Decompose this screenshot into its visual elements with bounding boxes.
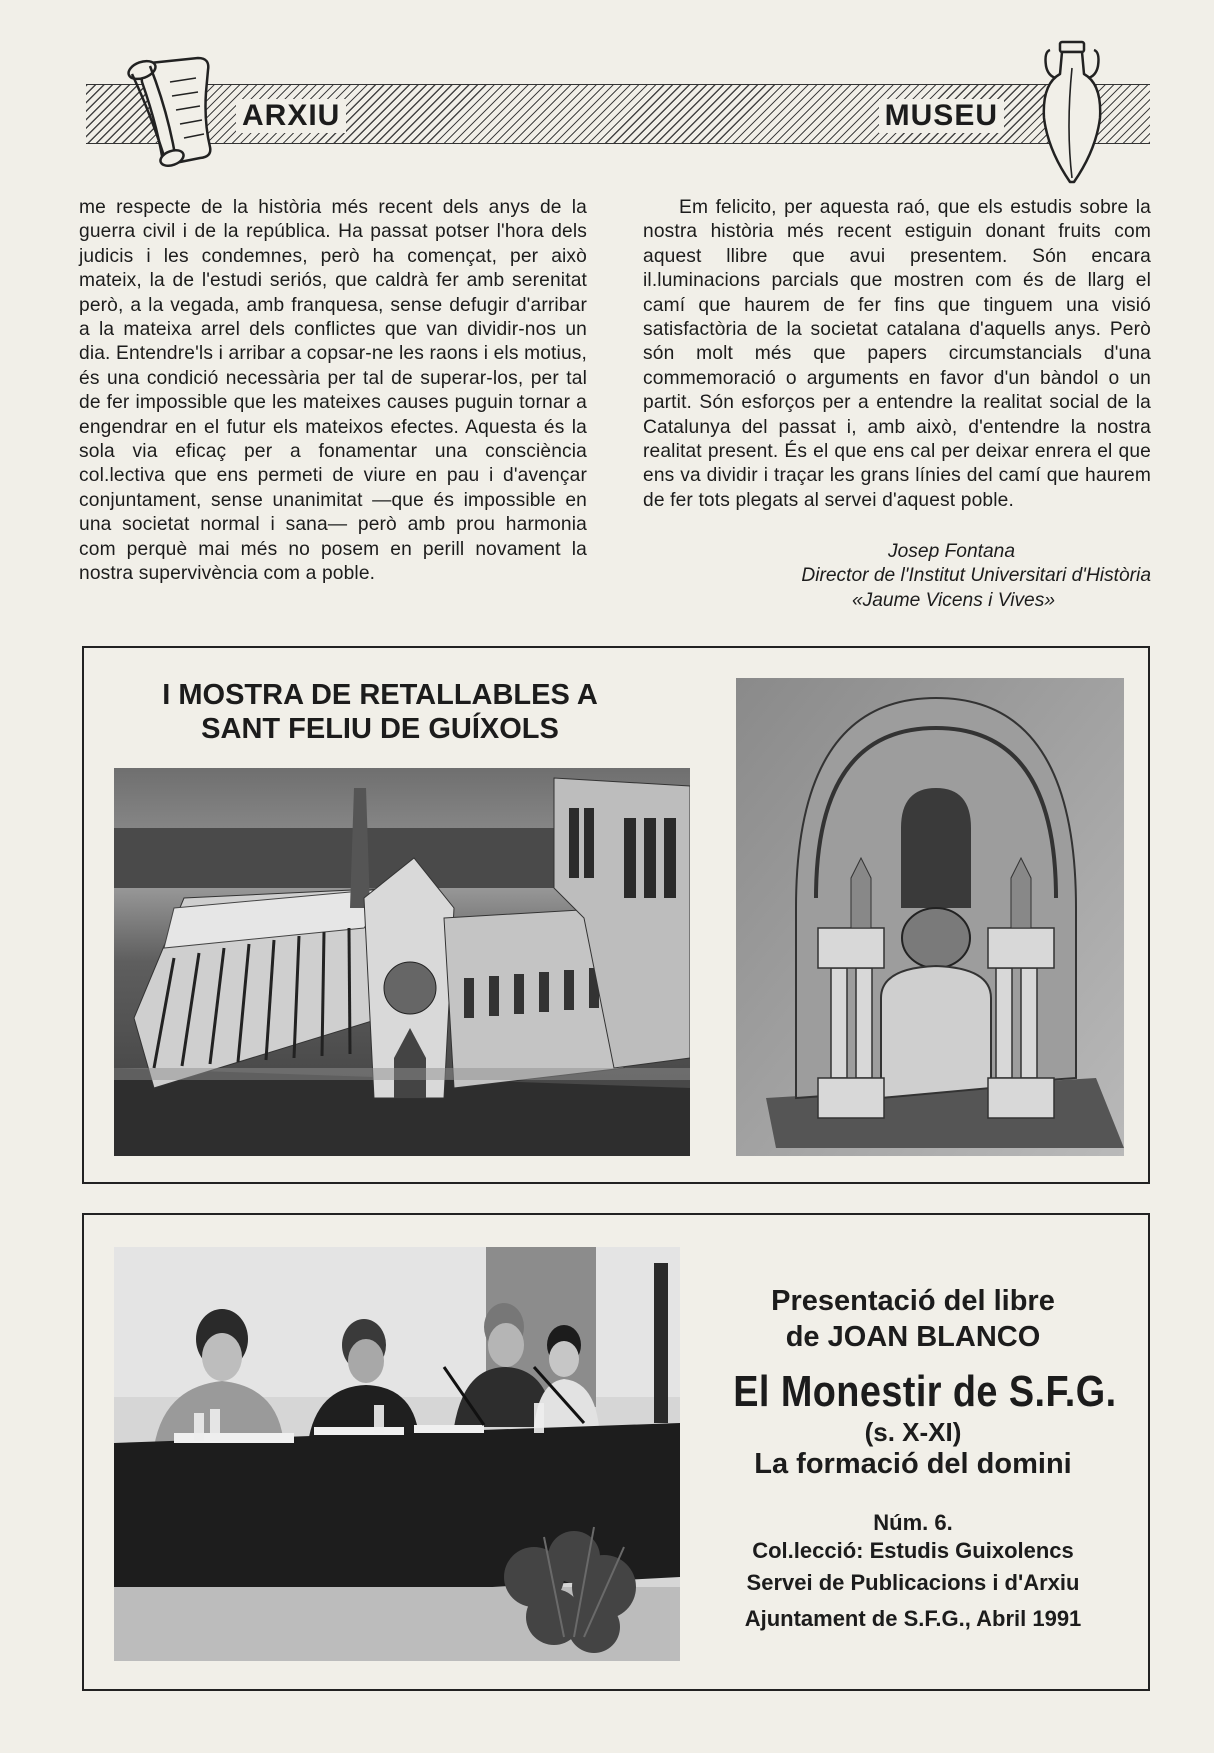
book-centuries: (s. X-XI) (864, 1417, 962, 1447)
book-title: El Monestir de S.F.G. (733, 1367, 1117, 1416)
presentation-panel-photo (114, 1247, 680, 1661)
scroll-icon (110, 52, 220, 167)
article-text-right-column (643, 196, 1151, 513)
signature-name: Josep Fontana (888, 541, 1015, 562)
amphora-icon (1036, 38, 1108, 188)
cathedral-model-photo (114, 768, 690, 1156)
article-text-left-column (79, 196, 587, 587)
book-subtitle: La formació del domini (754, 1448, 1072, 1480)
book-council-date: Ajuntament de S.F.G., Abril 1991 (744, 1606, 1082, 1631)
section-header-band (86, 84, 1150, 144)
mostra-title (114, 678, 646, 746)
book-presentation-text (704, 1283, 1122, 1637)
book-presentation-box (82, 1213, 1150, 1691)
book-collection: Col.lecció: Estudis Guixolencs (752, 1538, 1074, 1563)
article-paragraph-left: me respecte de la història més recent dels anys de la guerra civil i de la república. Ha passat potser l'hora dels judicis i les condemnes, però ha començat, per això mateix, la de l'estudi seriós, que caldrà fer amb serenitat però, a la vegada, amb franquesa, sense defugir d'arribar a la mateixa arrel dels conflictes que van dividir-nos un dia. Entendre'ls i arribar a copsar-ne les raons i els motius, és una condició necessària per tal de superar-los, per tal de fer impossible que les mateixes causes puguin tornar a engendrar en el futur els mateixos efectes. Aquesta és la sola via eficaç per a fonamentar una consciència col.lectiva que ens permeti de viure en pau i d'avençar conjuntament, sense unanimitat —que és impossible en una societat normal i sana— però amb prou harmonia com perquè mai més no posem en perill novament la nostra supervivència com a poble. (79, 197, 587, 585)
article-signature (643, 540, 1151, 613)
header-label-arxiu: ARXIU (236, 99, 346, 133)
book-number: Núm. 6. (873, 1510, 953, 1535)
article-paragraph-right: Em felicito, per aquesta raó, que els estudis sobre la nostra història més recent estiguin donant fruits com aquest llibre que avui presentem. Són encara il.luminacions parcials que mostren com és de llarg el camí que haurem de fer fins que tinguem una visió satisfactòria de la societat catalana d'aquells anys. Però són molt més que papers circumstancials d'una commemoració o arguments en favor d'un bàndol o un partit. Són esforços per a entendre la realitat social de la Catalunya del passat i, amb això, d'entendre la nostra realitat present. És el que ens cal per deixar enrera el que ens va dividir i traçar les grans línies del camí que haurem de fer tots plegats al servei d'aquest poble. (643, 197, 1151, 511)
mostra-title-line2: SANT FELIU DE GUÍXOLS (201, 713, 559, 745)
presentation-line2: de JOAN BLANCO (785, 1321, 1041, 1353)
header-label-museu: MUSEU (879, 99, 1004, 133)
book-publisher: Servei de Publicacions i d'Arxiu (746, 1570, 1080, 1595)
signature-institute: «Jaume Vicens i Vives» (851, 589, 1055, 611)
presentation-line1: Presentació del libre (771, 1285, 1055, 1317)
mostra-title-line1: I MOSTRA DE RETALLABLES A (162, 679, 598, 711)
mostra-retallables-box (82, 646, 1150, 1184)
signature-title: Director de l'Institut Universitari d'Història (801, 565, 1151, 587)
altarpiece-model-photo (736, 678, 1124, 1156)
